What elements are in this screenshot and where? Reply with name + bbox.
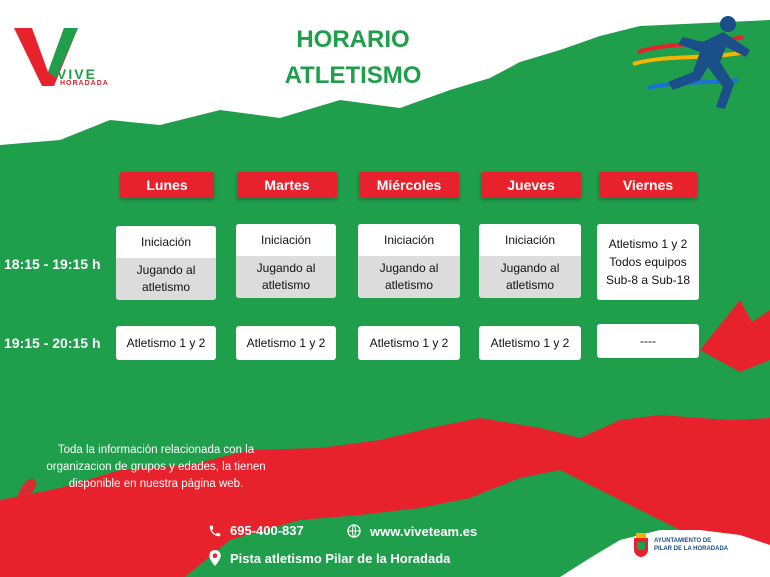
phone-icon: [208, 524, 222, 538]
contact-phone: [208, 523, 304, 538]
day-header-viernes: Viernes: [599, 172, 697, 198]
slot-miercoles-1: [358, 224, 460, 298]
title-line1: HORARIO: [296, 26, 410, 53]
title-line2: ATLETISMO: [284, 62, 422, 89]
runner-icon: [628, 12, 753, 112]
slot-line: Todos equipos: [609, 255, 687, 269]
slot-viernes-2: ----: [597, 324, 699, 358]
contact-web: [346, 523, 477, 539]
slot-label: Iniciación: [479, 224, 581, 256]
logo-name: VIVE: [57, 66, 97, 82]
slot-jueves-1: [479, 224, 581, 298]
time-slot-1: 18:15 - 19:15 h: [4, 256, 101, 272]
day-header-lunes: Lunes: [120, 172, 214, 198]
slot-martes-1: [236, 224, 336, 298]
slot-label: Jugando al atletismo: [236, 256, 336, 298]
slot-line: Atletismo 1 y 2: [608, 237, 688, 251]
slot-line: Sub-8 a Sub-18: [605, 273, 691, 287]
ayuntamiento-line2: PILAR DE LA HORADADA: [654, 546, 729, 552]
globe-icon: [346, 523, 362, 539]
contact-location: [208, 550, 450, 566]
ayuntamiento-logo: [632, 532, 728, 558]
slot-jueves-2: Atletismo 1 y 2: [479, 326, 581, 360]
logo-sub: HORADADA: [60, 80, 109, 87]
info-note: Toda la información relacionada con la organizacion de grupos y edades, la tienen disponible en nuestra página web.: [46, 444, 266, 490]
slot-label: Jugando al atletismo: [116, 258, 216, 300]
slot-lunes-1: [116, 226, 216, 300]
phone-number[interactable]: 695-400-837: [230, 523, 304, 538]
slot-miercoles-2: Atletismo 1 y 2: [358, 326, 460, 360]
slot-label: Iniciación: [116, 226, 216, 258]
slot-label: Jugando al atletismo: [479, 256, 581, 298]
time-slot-2: 19:15 - 20:15 h: [4, 335, 101, 351]
day-header-martes: Martes: [237, 172, 337, 198]
coat-of-arms-icon: [632, 532, 650, 558]
website-link[interactable]: www.viveteam.es: [370, 523, 478, 539]
ayuntamiento-line1: AYUNTAMIENTO DE: [654, 538, 712, 544]
slot-martes-2: Atletismo 1 y 2: [236, 326, 336, 360]
slot-label: Iniciación: [358, 224, 460, 256]
day-header-miercoles: Miércoles: [359, 172, 459, 198]
location-text: Pista atletismo Pilar de la Horadada: [230, 550, 451, 566]
day-header-jueves: Jueves: [481, 172, 581, 198]
slot-lunes-2: Atletismo 1 y 2: [116, 326, 216, 360]
slot-label: Jugando al atletismo: [358, 256, 460, 298]
map-pin-icon: [208, 550, 222, 566]
slot-viernes-1: [597, 224, 699, 300]
slot-label: Iniciación: [236, 224, 336, 256]
